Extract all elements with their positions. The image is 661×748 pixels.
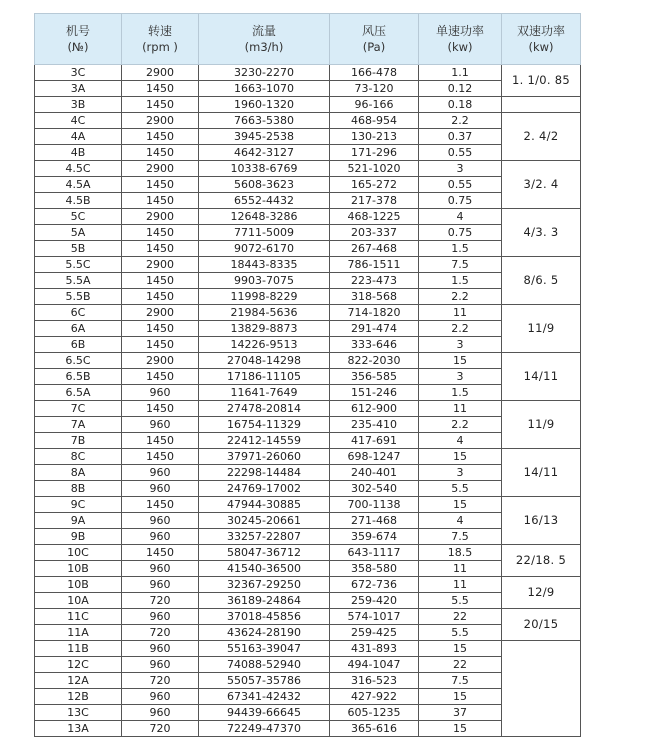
speed-cell: 720 xyxy=(122,625,199,641)
table-row xyxy=(35,705,581,721)
table-row xyxy=(35,561,581,577)
model-cell: 3C xyxy=(35,65,122,81)
header-speed: 转速 (rpm ) xyxy=(122,14,199,65)
flow-cell: 30245-20661 xyxy=(199,513,330,529)
speed-cell: 960 xyxy=(122,385,199,401)
speed-cell: 1450 xyxy=(122,177,199,193)
single-power-cell: 0.12 xyxy=(419,81,502,97)
flow-cell: 21984-5636 xyxy=(199,305,330,321)
single-power-cell: 2.2 xyxy=(419,417,502,433)
dual-power-cell: 14/11 xyxy=(502,353,581,401)
flow-cell: 5608-3623 xyxy=(199,177,330,193)
model-cell: 12C xyxy=(35,657,122,673)
table-row xyxy=(35,369,581,385)
dual-power-cell: 1. 1/0. 85 xyxy=(502,65,581,97)
header-single-speed-power: 单速功率 (kw) xyxy=(419,14,502,65)
model-cell: 8C xyxy=(35,449,122,465)
speed-cell: 960 xyxy=(122,657,199,673)
flow-cell: 1960-1320 xyxy=(199,97,330,113)
pressure-cell: 822-2030 xyxy=(330,353,419,369)
pressure-cell: 73-120 xyxy=(330,81,419,97)
speed-cell: 1450 xyxy=(122,289,199,305)
header-flow: 流量 (m3/h) xyxy=(199,14,330,65)
model-cell: 11B xyxy=(35,641,122,657)
model-cell: 3B xyxy=(35,97,122,113)
table-row xyxy=(35,497,581,513)
speed-cell: 960 xyxy=(122,529,199,545)
single-power-cell: 37 xyxy=(419,705,502,721)
pressure-cell: 605-1235 xyxy=(330,705,419,721)
pressure-cell: 203-337 xyxy=(330,225,419,241)
flow-cell: 7711-5009 xyxy=(199,225,330,241)
table-row xyxy=(35,609,581,625)
speed-cell: 960 xyxy=(122,513,199,529)
flow-cell: 6552-4432 xyxy=(199,193,330,209)
model-cell: 11A xyxy=(35,625,122,641)
flow-cell: 43624-28190 xyxy=(199,625,330,641)
model-cell: 7A xyxy=(35,417,122,433)
pressure-cell: 271-468 xyxy=(330,513,419,529)
flow-cell: 22412-14559 xyxy=(199,433,330,449)
table-row xyxy=(35,257,581,273)
table-row xyxy=(35,657,581,673)
table-row xyxy=(35,385,581,401)
model-cell: 6.5B xyxy=(35,369,122,385)
pressure-cell: 643-1117 xyxy=(330,545,419,561)
speed-cell: 1450 xyxy=(122,337,199,353)
flow-cell: 10338-6769 xyxy=(199,161,330,177)
flow-cell: 55057-35786 xyxy=(199,673,330,689)
speed-cell: 960 xyxy=(122,465,199,481)
pressure-cell: 291-474 xyxy=(330,321,419,337)
table-row xyxy=(35,337,581,353)
pressure-cell: 672-736 xyxy=(330,577,419,593)
speed-cell: 960 xyxy=(122,641,199,657)
single-power-cell: 4 xyxy=(419,513,502,529)
pressure-cell: 700-1138 xyxy=(330,497,419,513)
model-cell: 6B xyxy=(35,337,122,353)
table-row xyxy=(35,513,581,529)
speed-cell: 2900 xyxy=(122,209,199,225)
pressure-cell: 302-540 xyxy=(330,481,419,497)
single-power-cell: 7.5 xyxy=(419,257,502,273)
table-row xyxy=(35,209,581,225)
single-power-cell: 15 xyxy=(419,689,502,705)
speed-cell: 720 xyxy=(122,673,199,689)
single-power-cell: 3 xyxy=(419,465,502,481)
header-dual-speed-power: 双速功率 (kw) xyxy=(502,14,581,65)
model-cell: 9A xyxy=(35,513,122,529)
table-row xyxy=(35,593,581,609)
flow-cell: 13829-8873 xyxy=(199,321,330,337)
flow-cell: 17186-11105 xyxy=(199,369,330,385)
flow-cell: 41540-36500 xyxy=(199,561,330,577)
table-row xyxy=(35,481,581,497)
single-power-cell: 15 xyxy=(419,449,502,465)
pressure-cell: 333-646 xyxy=(330,337,419,353)
flow-cell: 37971-26060 xyxy=(199,449,330,465)
table-row xyxy=(35,641,581,657)
pressure-cell: 359-674 xyxy=(330,529,419,545)
table-row xyxy=(35,145,581,161)
pressure-cell: 96-166 xyxy=(330,97,419,113)
flow-cell: 32367-29250 xyxy=(199,577,330,593)
pressure-cell: 417-691 xyxy=(330,433,419,449)
speed-cell: 960 xyxy=(122,609,199,625)
pressure-cell: 316-523 xyxy=(330,673,419,689)
speed-cell: 720 xyxy=(122,593,199,609)
flow-cell: 36189-24864 xyxy=(199,593,330,609)
single-power-cell: 2.2 xyxy=(419,113,502,129)
speed-cell: 960 xyxy=(122,481,199,497)
single-power-cell: 0.18 xyxy=(419,97,502,113)
table-row xyxy=(35,465,581,481)
single-power-cell: 15 xyxy=(419,721,502,737)
dual-power-cell: 20/15 xyxy=(502,609,581,641)
speed-cell: 1450 xyxy=(122,273,199,289)
flow-cell: 55163-39047 xyxy=(199,641,330,657)
speed-cell: 960 xyxy=(122,705,199,721)
flow-cell: 12648-3286 xyxy=(199,209,330,225)
dual-power-cell: 16/13 xyxy=(502,497,581,545)
flow-cell: 94439-66645 xyxy=(199,705,330,721)
single-power-cell: 18.5 xyxy=(419,545,502,561)
model-cell: 6A xyxy=(35,321,122,337)
table-row xyxy=(35,161,581,177)
dual-power-cell: 12/9 xyxy=(502,577,581,609)
flow-cell: 18443-8335 xyxy=(199,257,330,273)
single-power-cell: 7.5 xyxy=(419,529,502,545)
single-power-cell: 22 xyxy=(419,657,502,673)
speed-cell: 1450 xyxy=(122,145,199,161)
table-row xyxy=(35,529,581,545)
pressure-cell: 356-585 xyxy=(330,369,419,385)
single-power-cell: 3 xyxy=(419,369,502,385)
model-cell: 12A xyxy=(35,673,122,689)
table-row xyxy=(35,81,581,97)
pressure-cell: 217-378 xyxy=(330,193,419,209)
model-cell: 13A xyxy=(35,721,122,737)
flow-cell: 67341-42432 xyxy=(199,689,330,705)
table-row xyxy=(35,545,581,561)
single-power-cell: 0.37 xyxy=(419,129,502,145)
model-cell: 12B xyxy=(35,689,122,705)
flow-cell: 11641-7649 xyxy=(199,385,330,401)
model-cell: 8A xyxy=(35,465,122,481)
single-power-cell: 5.5 xyxy=(419,625,502,641)
header-pressure: 风压 (Pa) xyxy=(330,14,419,65)
speed-cell: 1450 xyxy=(122,449,199,465)
model-cell: 10C xyxy=(35,545,122,561)
flow-cell: 3945-2538 xyxy=(199,129,330,145)
model-cell: 7C xyxy=(35,401,122,417)
speed-cell: 2900 xyxy=(122,65,199,81)
single-power-cell: 22 xyxy=(419,609,502,625)
speed-cell: 1450 xyxy=(122,401,199,417)
model-cell: 10B xyxy=(35,577,122,593)
pressure-cell: 171-296 xyxy=(330,145,419,161)
table-row xyxy=(35,113,581,129)
table-row xyxy=(35,305,581,321)
table-row xyxy=(35,401,581,417)
pressure-cell: 235-410 xyxy=(330,417,419,433)
flow-cell: 37018-45856 xyxy=(199,609,330,625)
dual-power-cell: 22/18. 5 xyxy=(502,545,581,577)
single-power-cell: 15 xyxy=(419,641,502,657)
table-row xyxy=(35,449,581,465)
single-power-cell: 1.5 xyxy=(419,385,502,401)
dual-power-cell: 2. 4/2 xyxy=(502,113,581,161)
pressure-cell: 698-1247 xyxy=(330,449,419,465)
dual-power-cell: 3/2. 4 xyxy=(502,161,581,209)
single-power-cell: 0.55 xyxy=(419,145,502,161)
table-row xyxy=(35,241,581,257)
single-power-cell: 0.75 xyxy=(419,193,502,209)
model-cell: 9C xyxy=(35,497,122,513)
single-power-cell: 1.1 xyxy=(419,65,502,81)
flow-cell: 11998-8229 xyxy=(199,289,330,305)
flow-cell: 74088-52940 xyxy=(199,657,330,673)
dual-power-cell: 11/9 xyxy=(502,305,581,353)
model-cell: 10A xyxy=(35,593,122,609)
flow-cell: 47944-30885 xyxy=(199,497,330,513)
table-row xyxy=(35,65,581,81)
flow-cell: 27478-20814 xyxy=(199,401,330,417)
single-power-cell: 11 xyxy=(419,401,502,417)
pressure-cell: 267-468 xyxy=(330,241,419,257)
dual-power-cell: 4/3. 3 xyxy=(502,209,581,257)
single-power-cell: 11 xyxy=(419,561,502,577)
single-power-cell: 5.5 xyxy=(419,593,502,609)
table-row xyxy=(35,273,581,289)
table-row xyxy=(35,353,581,369)
dual-power-cell xyxy=(502,97,581,113)
pressure-cell: 786-1511 xyxy=(330,257,419,273)
speed-cell: 2900 xyxy=(122,353,199,369)
pressure-cell: 318-568 xyxy=(330,289,419,305)
table-row xyxy=(35,721,581,737)
pressure-cell: 468-954 xyxy=(330,113,419,129)
pressure-cell: 223-473 xyxy=(330,273,419,289)
speed-cell: 720 xyxy=(122,721,199,737)
table-row xyxy=(35,577,581,593)
single-power-cell: 3 xyxy=(419,337,502,353)
table-row xyxy=(35,193,581,209)
header-row xyxy=(35,14,581,65)
speed-cell: 1450 xyxy=(122,81,199,97)
table-row xyxy=(35,97,581,113)
flow-cell: 3230-2270 xyxy=(199,65,330,81)
table-row xyxy=(35,129,581,145)
single-power-cell: 11 xyxy=(419,305,502,321)
pressure-cell: 240-401 xyxy=(330,465,419,481)
speed-cell: 1450 xyxy=(122,97,199,113)
speed-cell: 1450 xyxy=(122,433,199,449)
flow-cell: 24769-17002 xyxy=(199,481,330,497)
flow-cell: 22298-14484 xyxy=(199,465,330,481)
single-power-cell: 3 xyxy=(419,161,502,177)
dual-power-cell: 14/11 xyxy=(502,449,581,497)
model-cell: 5C xyxy=(35,209,122,225)
flow-cell: 58047-36712 xyxy=(199,545,330,561)
speed-cell: 1450 xyxy=(122,225,199,241)
table-row xyxy=(35,673,581,689)
single-power-cell: 1.5 xyxy=(419,241,502,257)
model-cell: 9B xyxy=(35,529,122,545)
speed-cell: 960 xyxy=(122,561,199,577)
single-power-cell: 11 xyxy=(419,577,502,593)
pressure-cell: 259-420 xyxy=(330,593,419,609)
model-cell: 6.5C xyxy=(35,353,122,369)
pressure-cell: 358-580 xyxy=(330,561,419,577)
flow-cell: 9903-7075 xyxy=(199,273,330,289)
pressure-cell: 714-1820 xyxy=(330,305,419,321)
single-power-cell: 4 xyxy=(419,433,502,449)
flow-cell: 33257-22807 xyxy=(199,529,330,545)
model-cell: 8B xyxy=(35,481,122,497)
table-row xyxy=(35,625,581,641)
pressure-cell: 165-272 xyxy=(330,177,419,193)
flow-cell: 27048-14298 xyxy=(199,353,330,369)
speed-cell: 960 xyxy=(122,417,199,433)
pressure-cell: 494-1047 xyxy=(330,657,419,673)
speed-cell: 960 xyxy=(122,689,199,705)
header-model-no: 机号 (№) xyxy=(35,14,122,65)
single-power-cell: 0.55 xyxy=(419,177,502,193)
table-body xyxy=(35,65,581,737)
model-cell: 10B xyxy=(35,561,122,577)
table-row xyxy=(35,225,581,241)
pressure-cell: 574-1017 xyxy=(330,609,419,625)
model-cell: 3A xyxy=(35,81,122,97)
table-row xyxy=(35,177,581,193)
model-cell: 4C xyxy=(35,113,122,129)
model-cell: 7B xyxy=(35,433,122,449)
pressure-cell: 431-893 xyxy=(330,641,419,657)
speed-cell: 1450 xyxy=(122,193,199,209)
pressure-cell: 259-425 xyxy=(330,625,419,641)
speed-cell: 2900 xyxy=(122,113,199,129)
model-cell: 11C xyxy=(35,609,122,625)
speed-cell: 1450 xyxy=(122,129,199,145)
single-power-cell: 0.75 xyxy=(419,225,502,241)
model-cell: 4.5B xyxy=(35,193,122,209)
model-cell: 5B xyxy=(35,241,122,257)
single-power-cell: 1.5 xyxy=(419,273,502,289)
pressure-cell: 427-922 xyxy=(330,689,419,705)
single-power-cell: 15 xyxy=(419,353,502,369)
table-row xyxy=(35,417,581,433)
single-power-cell: 5.5 xyxy=(419,481,502,497)
table-row xyxy=(35,321,581,337)
speed-cell: 2900 xyxy=(122,305,199,321)
fan-spec-table-container xyxy=(34,13,581,737)
pressure-cell: 468-1225 xyxy=(330,209,419,225)
flow-cell: 1663-1070 xyxy=(199,81,330,97)
flow-cell: 14226-9513 xyxy=(199,337,330,353)
pressure-cell: 365-616 xyxy=(330,721,419,737)
flow-cell: 9072-6170 xyxy=(199,241,330,257)
pressure-cell: 151-246 xyxy=(330,385,419,401)
speed-cell: 960 xyxy=(122,577,199,593)
flow-cell: 7663-5380 xyxy=(199,113,330,129)
single-power-cell: 2.2 xyxy=(419,289,502,305)
speed-cell: 1450 xyxy=(122,321,199,337)
table-row xyxy=(35,289,581,305)
flow-cell: 16754-11329 xyxy=(199,417,330,433)
dual-power-cell: 11/9 xyxy=(502,401,581,449)
model-cell: 5A xyxy=(35,225,122,241)
single-power-cell: 15 xyxy=(419,497,502,513)
speed-cell: 2900 xyxy=(122,257,199,273)
single-power-cell: 2.2 xyxy=(419,321,502,337)
single-power-cell: 4 xyxy=(419,209,502,225)
pressure-cell: 521-1020 xyxy=(330,161,419,177)
model-cell: 5.5A xyxy=(35,273,122,289)
model-cell: 4B xyxy=(35,145,122,161)
speed-cell: 1450 xyxy=(122,369,199,385)
model-cell: 4.5C xyxy=(35,161,122,177)
fan-spec-table xyxy=(34,13,581,737)
model-cell: 4.5A xyxy=(35,177,122,193)
flow-cell: 4642-3127 xyxy=(199,145,330,161)
flow-cell: 72249-47370 xyxy=(199,721,330,737)
speed-cell: 1450 xyxy=(122,241,199,257)
pressure-cell: 130-213 xyxy=(330,129,419,145)
pressure-cell: 612-900 xyxy=(330,401,419,417)
speed-cell: 1450 xyxy=(122,497,199,513)
model-cell: 5.5C xyxy=(35,257,122,273)
model-cell: 5.5B xyxy=(35,289,122,305)
table-row xyxy=(35,433,581,449)
model-cell: 6.5A xyxy=(35,385,122,401)
table-row xyxy=(35,689,581,705)
dual-power-cell xyxy=(502,641,581,737)
model-cell: 13C xyxy=(35,705,122,721)
model-cell: 4A xyxy=(35,129,122,145)
speed-cell: 2900 xyxy=(122,161,199,177)
speed-cell: 1450 xyxy=(122,545,199,561)
single-power-cell: 7.5 xyxy=(419,673,502,689)
model-cell: 6C xyxy=(35,305,122,321)
dual-power-cell: 8/6. 5 xyxy=(502,257,581,305)
pressure-cell: 166-478 xyxy=(330,65,419,81)
